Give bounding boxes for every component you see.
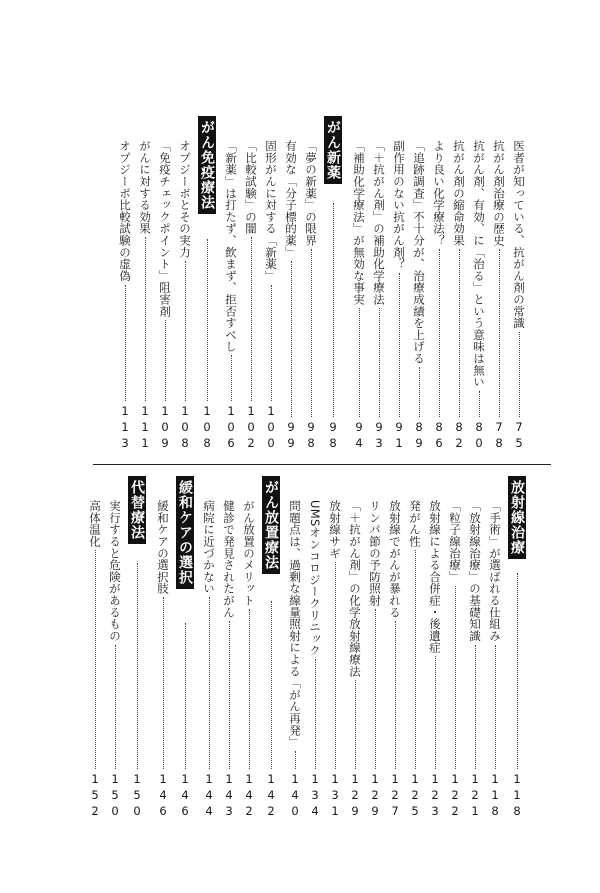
toc-entry bbox=[308, 500, 322, 820]
dot-leader bbox=[162, 597, 164, 769]
section-heading-leader bbox=[510, 570, 524, 820]
dot-leader bbox=[398, 273, 400, 417]
entry-title: 「＋抗がん剤」の補助化学療法 bbox=[372, 140, 386, 306]
section-page: 108 bbox=[200, 404, 214, 452]
toc-entry bbox=[408, 500, 422, 820]
dot-leader bbox=[136, 563, 138, 769]
dot-leader bbox=[144, 237, 146, 401]
entry-title: 緩和ケアの選択肢 bbox=[156, 500, 170, 595]
entry-title: 「補助化学療法」が無効な事実 bbox=[352, 140, 366, 306]
dot-leader bbox=[94, 550, 96, 769]
entry-page: 98 bbox=[304, 420, 318, 452]
dot-leader bbox=[494, 645, 496, 769]
toc-entry bbox=[472, 140, 486, 452]
toc-entry bbox=[428, 500, 442, 820]
dot-leader bbox=[458, 249, 460, 417]
toc-entry bbox=[138, 140, 152, 452]
entry-page: 86 bbox=[432, 420, 446, 452]
entry-page: 129 bbox=[348, 772, 362, 820]
entry-title: 「追跡調査」不十分が、治療成績を上げる bbox=[412, 140, 426, 365]
section-page: 142 bbox=[264, 772, 278, 820]
section-heading: 放射線治療 bbox=[508, 476, 526, 559]
section-heading: 代替療法 bbox=[128, 476, 146, 544]
dot-leader bbox=[414, 550, 416, 769]
entry-page: 109 bbox=[158, 404, 172, 452]
entry-page: 94 bbox=[352, 420, 366, 452]
entry-page: 142 bbox=[242, 772, 256, 820]
entry-page: 111 bbox=[138, 404, 152, 452]
entry-page: 140 bbox=[288, 772, 302, 820]
toc-entry bbox=[512, 140, 526, 452]
dot-leader bbox=[228, 621, 230, 769]
entry-title: 放射線による合併症・後遺症 bbox=[428, 500, 442, 654]
dot-leader bbox=[314, 659, 316, 769]
toc-entry bbox=[242, 500, 256, 820]
toc-entry bbox=[178, 140, 192, 452]
toc-entry bbox=[448, 500, 462, 820]
dot-leader bbox=[478, 391, 480, 417]
dot-leader bbox=[374, 609, 376, 769]
toc-entry bbox=[348, 500, 362, 820]
toc-entry bbox=[202, 500, 216, 820]
toc-entry bbox=[372, 140, 386, 452]
dot-leader bbox=[270, 601, 272, 769]
section-page: 118 bbox=[510, 772, 524, 820]
entry-title: より良い化学療法？ bbox=[432, 140, 446, 247]
entry-title: 医者が知っている、抗がん剤の常識 bbox=[512, 140, 526, 329]
entry-title: 実行すると危険があるもの bbox=[108, 500, 122, 642]
toc-entry bbox=[488, 500, 502, 820]
entry-title: 固形がんに対する「新薬」 bbox=[264, 140, 278, 282]
dot-leader bbox=[270, 285, 272, 401]
entry-page: 134 bbox=[308, 772, 322, 820]
entry-title: 「粒子線治療」 bbox=[448, 500, 462, 583]
entry-page: 82 bbox=[452, 420, 466, 452]
toc-entry bbox=[156, 500, 170, 820]
entry-page: 118 bbox=[488, 772, 502, 820]
entry-title: 「放射線治療」の基礎知識 bbox=[468, 500, 482, 642]
dot-leader bbox=[378, 308, 380, 417]
dot-leader bbox=[310, 249, 312, 417]
entry-title: 「比較試験」の闇 bbox=[244, 140, 258, 235]
section-heading-leader bbox=[264, 598, 278, 820]
entry-title: 「手術」が選ばれる仕組み bbox=[488, 500, 502, 642]
dot-leader bbox=[290, 261, 292, 417]
dot-leader bbox=[394, 621, 396, 769]
toc-entry bbox=[328, 500, 342, 820]
entry-title: 病院に近づかない bbox=[202, 500, 216, 595]
entry-page: 146 bbox=[156, 772, 170, 820]
entry-page: 123 bbox=[428, 772, 442, 820]
section-page: 150 bbox=[130, 772, 144, 820]
section-heading-leader bbox=[200, 236, 214, 452]
dot-leader bbox=[358, 308, 360, 417]
dot-leader bbox=[418, 367, 420, 417]
entry-page: 80 bbox=[472, 420, 486, 452]
entry-page: 91 bbox=[392, 420, 406, 452]
entry-title: オプジーボ比較試験の虚偽 bbox=[118, 140, 132, 282]
entry-page: 125 bbox=[408, 772, 422, 820]
entry-page: 144 bbox=[202, 772, 216, 820]
entry-title: 放射線サギ bbox=[328, 500, 342, 559]
entry-page: 100 bbox=[264, 404, 278, 452]
toc-entry bbox=[224, 140, 238, 452]
dot-leader bbox=[516, 573, 518, 769]
section-heading-leader bbox=[178, 620, 192, 820]
entry-title: 「＋抗がん剤」の化学放射線療法 bbox=[348, 500, 362, 677]
dot-leader bbox=[294, 751, 296, 769]
dot-leader bbox=[334, 562, 336, 769]
entry-page: 152 bbox=[88, 772, 102, 820]
toc-entry bbox=[222, 500, 236, 820]
dot-leader bbox=[332, 203, 334, 417]
section-heading: 緩和ケアの選択 bbox=[176, 476, 194, 589]
toc-entry bbox=[412, 140, 426, 452]
section-page: 98 bbox=[326, 420, 340, 452]
entry-page: 99 bbox=[284, 420, 298, 452]
entry-title: 放射線でがんが暴れる bbox=[388, 500, 402, 618]
entry-title: 「夢の新薬」の限界 bbox=[304, 140, 318, 247]
dot-leader bbox=[208, 597, 210, 769]
entry-page: 113 bbox=[118, 404, 132, 452]
entry-title: 健診で発見されたがん bbox=[222, 500, 236, 618]
dot-leader bbox=[184, 261, 186, 401]
entry-title: UMSオンコロジークリニック bbox=[308, 500, 322, 657]
dot-leader bbox=[114, 645, 116, 769]
entry-page: 93 bbox=[372, 420, 386, 452]
entry-page: 127 bbox=[388, 772, 402, 820]
section-divider bbox=[93, 464, 551, 465]
entry-page: 121 bbox=[468, 772, 482, 820]
toc-entry bbox=[304, 140, 318, 452]
section-heading-leader bbox=[130, 560, 144, 820]
entry-title: 問題点は、過剰な線量照射による「がん再発」 bbox=[288, 500, 302, 748]
dot-leader bbox=[206, 239, 208, 401]
toc-entry bbox=[88, 500, 102, 820]
entry-page: 89 bbox=[412, 420, 426, 452]
entry-title: リンパ節の予防照射 bbox=[368, 500, 382, 607]
toc-entry bbox=[288, 500, 302, 820]
dot-leader bbox=[250, 237, 252, 401]
entry-page: 78 bbox=[492, 420, 506, 452]
toc-entry bbox=[392, 140, 406, 452]
dot-leader bbox=[438, 249, 440, 417]
section-heading: がん免疫療法 bbox=[198, 116, 216, 214]
entry-title: 「免疫チェックポイント」阻害剤 bbox=[158, 140, 172, 317]
entry-title: 発がん性 bbox=[408, 500, 422, 548]
section-heading: がん放置療法 bbox=[262, 476, 280, 574]
entry-title: 抗がん剤、有効、に「治る」という意味は無い bbox=[472, 140, 486, 388]
entry-page: 122 bbox=[448, 772, 462, 820]
entry-title: 抗がん剤治療の歴史 bbox=[492, 140, 506, 247]
toc-entry bbox=[118, 140, 132, 452]
toc-entry bbox=[352, 140, 366, 452]
dot-leader bbox=[498, 249, 500, 417]
entry-page: 106 bbox=[224, 404, 238, 452]
entry-title: 有効な「分子標的薬」 bbox=[284, 140, 298, 258]
toc-entry bbox=[264, 140, 278, 452]
entry-title: 抗がん剤の縮命効果 bbox=[452, 140, 466, 247]
entry-title: 副作用のない抗がん剤？ bbox=[392, 140, 406, 270]
entry-title: 「新薬」は打たず、飲まず、拒否すべし bbox=[224, 140, 238, 353]
toc-entry bbox=[368, 500, 382, 820]
section-heading: がん新薬 bbox=[324, 116, 342, 184]
entry-page: 131 bbox=[328, 772, 342, 820]
toc-entry bbox=[492, 140, 506, 452]
toc-entry bbox=[432, 140, 446, 452]
dot-leader bbox=[354, 680, 356, 769]
entry-title: オプジーボとその実力 bbox=[178, 140, 192, 258]
section-heading-leader bbox=[326, 200, 340, 452]
entry-page: 150 bbox=[108, 772, 122, 820]
toc-entry bbox=[108, 500, 122, 820]
section-page: 146 bbox=[178, 772, 192, 820]
toc-entry bbox=[452, 140, 466, 452]
toc-entry bbox=[468, 500, 482, 820]
entry-page: 129 bbox=[368, 772, 382, 820]
entry-page: 108 bbox=[178, 404, 192, 452]
toc-entry bbox=[388, 500, 402, 820]
dot-leader bbox=[474, 645, 476, 769]
dot-leader bbox=[454, 586, 456, 769]
dot-leader bbox=[184, 623, 186, 769]
dot-leader bbox=[230, 355, 232, 401]
entry-page: 143 bbox=[222, 772, 236, 820]
toc-entry bbox=[244, 140, 258, 452]
entry-title: がん放置のメリット bbox=[242, 500, 256, 607]
dot-leader bbox=[434, 656, 436, 769]
dot-leader bbox=[124, 285, 126, 401]
entry-page: 75 bbox=[512, 420, 526, 452]
dot-leader bbox=[518, 332, 520, 417]
entry-page: 102 bbox=[244, 404, 258, 452]
entry-title: 高体温化 bbox=[88, 500, 102, 548]
toc-entry bbox=[158, 140, 172, 452]
dot-leader bbox=[164, 320, 166, 401]
entry-title: がんに対する効果 bbox=[138, 140, 152, 235]
toc-entry bbox=[284, 140, 298, 452]
dot-leader bbox=[248, 609, 250, 769]
